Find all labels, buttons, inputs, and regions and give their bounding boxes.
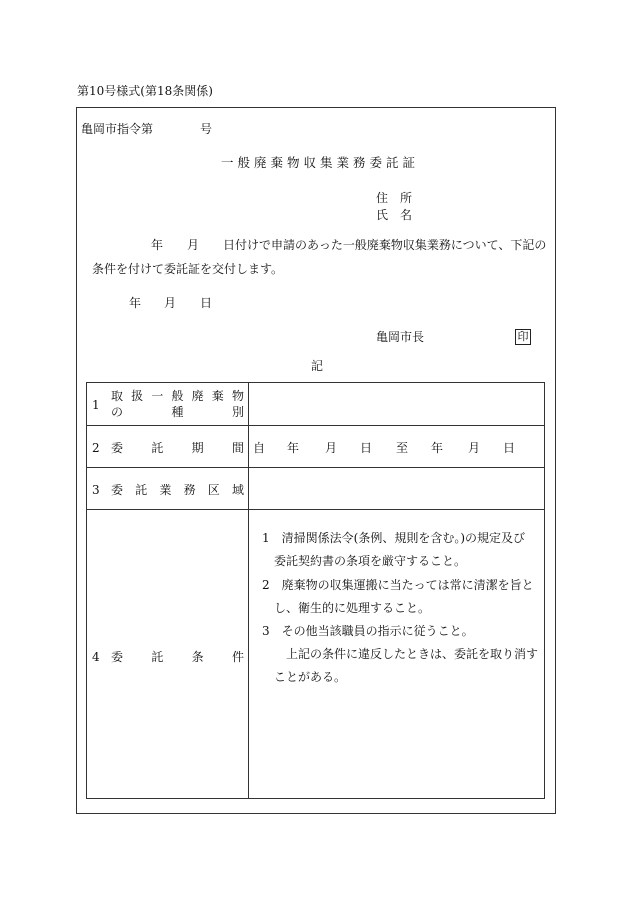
condition-line-4: し、衛生的に処理すること。	[262, 601, 431, 615]
issue-day-label: 日	[200, 296, 213, 310]
period-to-year: 年	[431, 441, 444, 455]
ki-heading: 記	[311, 359, 324, 373]
address-label: 住 所	[376, 191, 413, 205]
period-to-label: 至	[396, 441, 409, 455]
issue-month-label: 月	[164, 296, 177, 310]
body-line-1: 年 月 日付けで申請のあった一般廃棄物収集業務について、下記の	[151, 238, 547, 252]
seal-mark: 印	[515, 329, 531, 345]
doc-number-suffix: 号	[200, 122, 213, 136]
condition-line-7: ことがある。	[262, 670, 347, 684]
row-3-label: 委 託 業 務 区 域	[111, 483, 244, 497]
condition-line-1: 1 清掃関係法令(条例、規則を含む。)の規定及び	[262, 531, 525, 545]
row-2-label: 委 託 期 間	[111, 441, 244, 455]
row-3-number: 3	[92, 483, 100, 497]
row-1-number: 1	[92, 398, 100, 412]
row-1-label-line-2: の 種 別	[111, 405, 244, 419]
period-from-day: 日	[360, 441, 373, 455]
conditions-cell	[248, 509, 545, 799]
row-4-number: 4	[92, 650, 100, 664]
form-number-label: 第10号様式(第18条関係)	[77, 84, 213, 98]
row-divider-2	[87, 467, 544, 468]
row-2-number: 2	[92, 441, 100, 455]
row-1-label-line-1: 取 扱 一 般 廃 棄 物	[111, 389, 244, 403]
period-from-month: 月	[325, 441, 338, 455]
period-to-month: 月	[468, 441, 481, 455]
condition-line-5: 3 その他当該職員の指示に従うこと。	[262, 624, 474, 638]
condition-line-2: 委託契約書の条項を厳守すること。	[262, 554, 467, 568]
row-divider-1	[87, 425, 544, 426]
issuer-title: 亀岡市長	[376, 330, 425, 344]
name-label: 氏 名	[376, 208, 413, 222]
conditions-table	[86, 382, 545, 799]
body-line-2: 条件を付けて委託証を交付します。	[92, 262, 284, 276]
period-from-label: 自	[253, 441, 266, 455]
document-title: 一般廃棄物収集業務委託証	[221, 155, 420, 170]
issue-year-label: 年	[129, 296, 142, 310]
doc-number-prefix: 亀岡市指令第	[81, 122, 154, 136]
row-4-label: 委 託 条 件	[111, 650, 244, 664]
condition-line-6: 上記の条件に違反したときは、委託を取り消す	[262, 647, 539, 661]
period-from-year: 年	[287, 441, 300, 455]
condition-line-3: 2 廃棄物の収集運搬に当たっては常に清潔を旨と	[262, 578, 534, 592]
period-to-day: 日	[503, 441, 516, 455]
